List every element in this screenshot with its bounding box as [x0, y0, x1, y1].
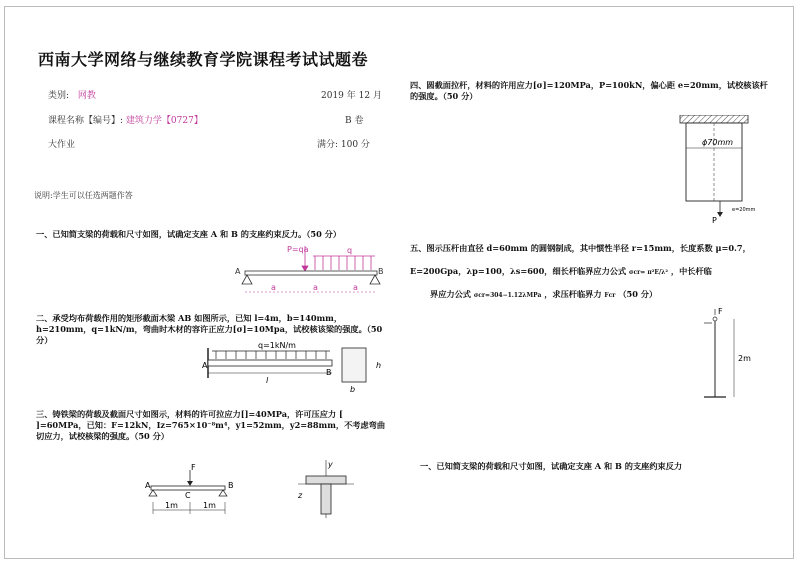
label-b: B	[228, 481, 234, 490]
label-y: y	[328, 460, 333, 469]
question-2-figure	[200, 338, 390, 398]
label-dim-2: a	[313, 283, 318, 292]
question-5-line-b	[410, 266, 775, 278]
label-diameter: ϕ70mm	[702, 138, 734, 147]
formula-fcr: Fcr	[604, 292, 616, 299]
label-b: B	[326, 368, 332, 377]
support-a	[149, 490, 157, 496]
beam	[245, 271, 377, 275]
question-5-text-b: E=200Gpa，λp=100，λs=600，细长杆临界应力公式	[410, 266, 627, 276]
full-score: 满分: 100 分	[317, 140, 370, 150]
t-flange	[306, 476, 346, 484]
question-3-text-b: ]=40MPa，许可压应力	[244, 409, 337, 419]
question-6-text: 一、已知简支梁的荷载和尺寸如图，试确定支座 A 和 B 的支座约束反力	[420, 461, 683, 471]
top-hinge	[713, 317, 717, 321]
label-l: l	[266, 376, 269, 385]
question-3-beam-figure	[145, 462, 235, 518]
question-2-text: 二、承受均布荷载作用的矩形截面木梁 AB 如图所示，已知 l=4m，b=140mm，h=210mm，q=1kN/m，弯曲时木材的容许正应力[σ]=10Mpa，试校核该梁的强度。（50 分）	[36, 313, 383, 345]
support-a	[242, 275, 252, 284]
force-arrowhead	[187, 481, 193, 486]
question-5-line-a: 五、图示压杆由直径 d=60mm 的圆钢制成，其中惯性半径 r=15mm，长度系数 μ=0.7，	[410, 243, 751, 253]
label-dim-1: a	[271, 283, 276, 292]
exam-title: 西南大学网络与继续教育学院课程考试试题卷	[38, 50, 369, 69]
support-b	[370, 275, 380, 284]
exam-date: 2019 年 12 月	[321, 91, 382, 101]
question-3-text-c: [ ]=60MPa，已知：F=12kN，Iz=765×10⁻⁸m⁴，y1=52mm，y2=88mm，不考虑弯曲切应力，试校核梁的强度。（50 分）	[36, 409, 386, 441]
formula-linear: σcr=304−1.12λMPa	[473, 292, 542, 299]
question-5-text-b2: ，中长杆临	[670, 266, 712, 276]
question-5-figure	[690, 305, 760, 405]
instructions: 说明:学生可以任选两题作答	[34, 191, 133, 200]
paper-version: B 卷	[345, 116, 364, 126]
question-3-text	[36, 409, 388, 442]
ceiling-support	[680, 115, 748, 123]
category-value: 网教	[77, 91, 96, 101]
point-load-arrowhead	[302, 266, 308, 271]
question-5-text-c3: （50 分）	[618, 289, 658, 299]
support-b	[219, 490, 227, 496]
label-b: B	[378, 267, 384, 276]
formula-euler: σcr= π²E/λ²	[629, 269, 669, 276]
label-p: P	[712, 216, 717, 223]
label-height: 2m	[738, 354, 751, 363]
cross-section	[342, 348, 366, 382]
label-h: h	[376, 361, 382, 370]
label-z: z	[298, 491, 303, 500]
load-arrowhead	[717, 212, 723, 217]
label-f: F	[191, 463, 196, 472]
label-a: A	[202, 361, 208, 370]
question-1-text: 一、已知简支梁的荷载和尺寸如图，试确定支座 A 和 B 的支座约束反力。（50 分）	[36, 229, 342, 239]
label-p: P=qa	[287, 245, 309, 254]
label-f: F	[718, 307, 723, 316]
question-1-figure	[235, 242, 385, 300]
question-3-text-a: 三、铸铁梁的荷载及截面尺寸如图示，材料的许可拉应力[	[36, 409, 245, 419]
label-q: q	[347, 246, 353, 255]
course-label: 课程名称【编号】:	[48, 116, 124, 126]
label-a: A	[235, 267, 241, 276]
t-web	[321, 484, 331, 514]
load-arrows	[216, 351, 326, 359]
category	[48, 88, 96, 101]
label-a: A	[145, 481, 151, 490]
question-5-line-c	[430, 289, 775, 301]
question-5-text-c: 界应力公式	[430, 289, 471, 299]
cantilever-beam	[208, 360, 332, 366]
category-label: 类别:	[48, 91, 70, 101]
label-q: q=1kN/m	[258, 341, 296, 350]
question-4-text: 四、圆截面拉杆，材料的许用应力[σ]=120MPa，P=100kN，偏心距 e=20mm，试校核该杆的强度。（50 分）	[410, 80, 768, 101]
label-dim-1: 1m	[165, 501, 178, 510]
course-value: 建筑力学【0727】	[125, 116, 203, 126]
beam	[151, 486, 225, 490]
label-eccentricity: e=20mm	[732, 207, 756, 213]
label-c: C	[185, 491, 191, 500]
label-dim-2: 1m	[203, 501, 216, 510]
question-3-section-figure	[290, 458, 360, 520]
distributed-load-arrows	[315, 256, 371, 270]
label-b-width: b	[350, 385, 356, 394]
course	[48, 113, 203, 126]
assignment-type: 大作业	[48, 140, 76, 150]
label-dim-3: a	[353, 283, 358, 292]
question-5-text-c2: ，求压杆临界力	[544, 289, 602, 299]
question-4-figure	[672, 115, 772, 223]
